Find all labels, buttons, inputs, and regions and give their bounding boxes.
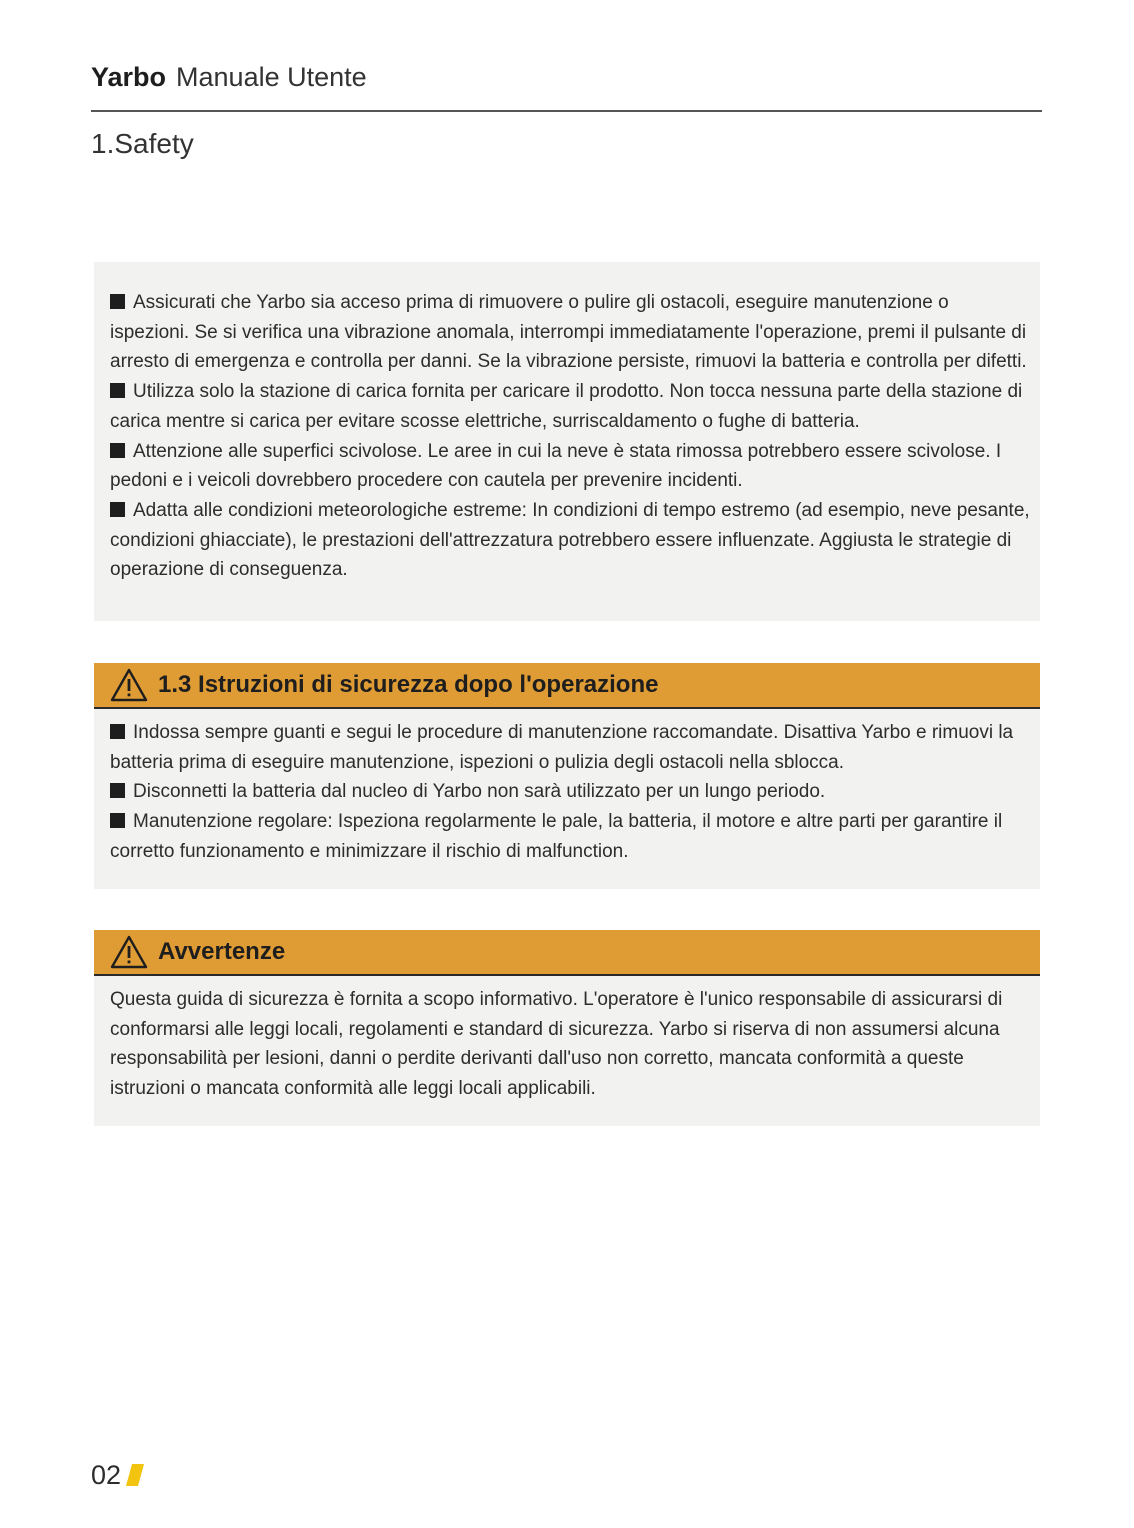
list-item: Assicurati che Yarbo sia acceso prima di rimuovere o pulire gli ostacoli, eseguire manutenzione o ispezioni. Se si verifica una vibrazione anomala, interrompi immediatamente l'operazione, premi il pulsante di arresto di emergenza e controlla per danni. Se la vibrazione persiste, rimuovi la batteria e controlla per difetti. bbox=[110, 292, 1027, 373]
list-item: Disconnetti la batteria dal nucleo di Yarbo non sarà utilizzato per un lungo periodo. bbox=[110, 777, 1032, 807]
list-item: Manutenzione regolare: Ispeziona regolarmente le pale, la batteria, il motore e altre parti per garantire il corretto funzionamento e minimizzare il rischio di malfunction. bbox=[110, 811, 1003, 862]
list-item: Attenzione alle superfici scivolose. Le aree in cui la neve è stata rimossa potrebbero essere scivolose. I pedoni e i veicoli dovrebbero procedere con cautela per prevenire incidenti. bbox=[110, 440, 1002, 492]
warnings-title: Avvertenze bbox=[158, 938, 286, 965]
warnings-text: Questa guida di sicurezza è fornita a scopo informativo. L'operatore è l'unico responsabile di assicurarsi di conformarsi alle leggi locali, regolamenti e standard di sicurezza. Yarbo si riserva di non assumersi alcuna responsabilità per lesioni, danni o perdite derivanti dall'uso non corretto, mancata conformità a queste istruzioni o mancata conformità alle leggi locali applicabili. bbox=[110, 989, 1003, 1100]
page-header bbox=[91, 62, 1042, 93]
warnings-box bbox=[94, 930, 1040, 1126]
list-item: Utilizza solo la stazione di carica fornita per caricare il prodotto. Non tocca nessuna parte della stazione di carica mentre si carica per evitare scosse elettriche, surriscaldamento o fughe di batteria. bbox=[110, 381, 1023, 432]
bullet-square-icon bbox=[110, 783, 125, 798]
section-title: 1.Safety bbox=[91, 128, 194, 159]
bullet-square-icon bbox=[110, 813, 125, 828]
warnings-header bbox=[94, 930, 1040, 976]
after-operation-box bbox=[94, 663, 1040, 889]
after-operation-title: 1.3 Istruzioni di sicurezza dopo l'operazione bbox=[158, 671, 659, 698]
header-divider bbox=[91, 110, 1042, 112]
bullet-square-icon bbox=[110, 443, 125, 458]
page-mark-icon bbox=[126, 1464, 144, 1486]
safety-intro-box bbox=[94, 262, 1040, 621]
after-operation-header bbox=[94, 663, 1040, 709]
list-item: Indossa sempre guanti e segui le procedure di manutenzione raccomandate. Disattiva Yarbo e rimuovi la batteria prima di eseguire manutenzione, ispezioni o pulizia degli ostacoli nella sblocca. bbox=[110, 722, 1014, 773]
warning-triangle-icon bbox=[110, 935, 148, 969]
warning-triangle-icon bbox=[110, 668, 148, 702]
page-number: 02 bbox=[91, 1460, 122, 1490]
bullet-square-icon bbox=[110, 294, 125, 309]
bullet-square-icon bbox=[110, 383, 125, 398]
list-item: Adatta alle condizioni meteorologiche estreme: In condizioni di tempo estremo (ad esempio, neve pesante, condizioni ghiacciate), le prestazioni dell'attrezzatura potrebbero essere influenzate. Aggiusta le strategie di operazione di conseguenza. bbox=[110, 499, 1030, 581]
document-title: Manuale Utente bbox=[176, 62, 367, 92]
bullet-square-icon bbox=[110, 502, 125, 517]
brand-name: Yarbo bbox=[91, 62, 167, 92]
bullet-square-icon bbox=[110, 724, 125, 739]
